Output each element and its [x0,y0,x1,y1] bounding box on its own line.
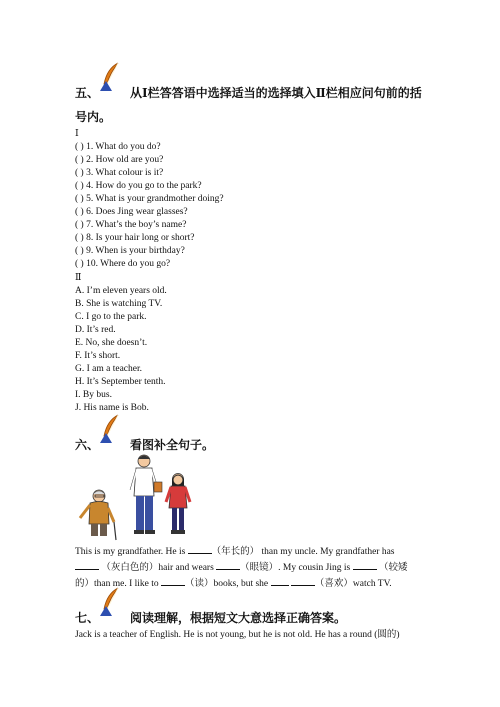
question-1: ( ) 1. What do you do? [75,142,161,152]
answer-b: B. She is watching TV. [75,299,163,309]
blank-5[interactable] [161,576,185,586]
section6-paragraph: This is my grandfather. He is （年长的） than my uncle. My grandfather has （灰白色的）hair and wears （眼镜）. My cousin Jing is （较矮 的）than me. I like to （读）books, but she （喜欢）watch TV. [75,544,427,592]
blank-7[interactable] [291,576,315,586]
quill-pen-icon [98,587,124,617]
blank-3[interactable] [216,560,240,570]
section6-number: 六、 [75,438,100,452]
section5-title-line2: 号内。 [75,110,112,124]
section7-number: 七、 [75,611,100,625]
answer-f: F. It’s short. [75,351,121,361]
answer-c: C. I go to the park. [75,312,147,322]
column2-label: Ⅱ [75,273,82,283]
answer-e: E. No, she doesn’t. [75,338,148,348]
girl-figure [166,474,190,535]
answer-a: A. I’m eleven years old. [75,286,167,296]
section7-paragraph: Jack is a teacher of English. He is not young, but he is not old. He has a round (圆的) [75,630,400,640]
grandfather-figure [80,490,116,540]
boy-figure [130,455,162,534]
blank-6[interactable] [271,576,289,586]
question-3: ( ) 3. What colour is it? [75,168,164,178]
answer-i: I. By bus. [75,390,112,400]
section5-number: 五、 [75,86,100,100]
answer-j: J. His name is Bob. [75,403,149,413]
quill-pen-icon [98,62,124,92]
section7-title: 阅读理解，根据短文大意选择正确答案。 [130,611,347,625]
question-9: ( ) 9. When is your birthday? [75,246,185,256]
blank-4[interactable] [353,560,377,570]
quill-pen-icon [98,414,124,444]
blank-1[interactable] [188,544,212,554]
family-illustration [78,452,198,544]
blank-2[interactable] [75,560,99,570]
column1-label: Ⅰ [75,129,79,139]
question-6: ( ) 6. Does Jing wear glasses? [75,207,188,217]
section6-title: 看图补全句子。 [130,438,215,452]
question-7: ( ) 7. What’s the boy’s name? [75,220,187,230]
answer-g: G. I am a teacher. [75,364,142,374]
answer-h: H. It’s September tenth. [75,377,166,387]
question-2: ( ) 2. How old are you? [75,155,164,165]
question-4: ( ) 4. How do you go to the park? [75,181,202,191]
question-10: ( ) 10. Where do you go? [75,259,171,269]
question-8: ( ) 8. Is your hair long or short? [75,233,195,243]
section5-title-line1: 从Ⅰ栏答答语中选择适当的选择填入Ⅱ栏相应问句前的括 [130,86,422,100]
answer-d: D. It’s red. [75,325,116,335]
question-5: ( ) 5. What is your grandmother doing? [75,194,224,204]
